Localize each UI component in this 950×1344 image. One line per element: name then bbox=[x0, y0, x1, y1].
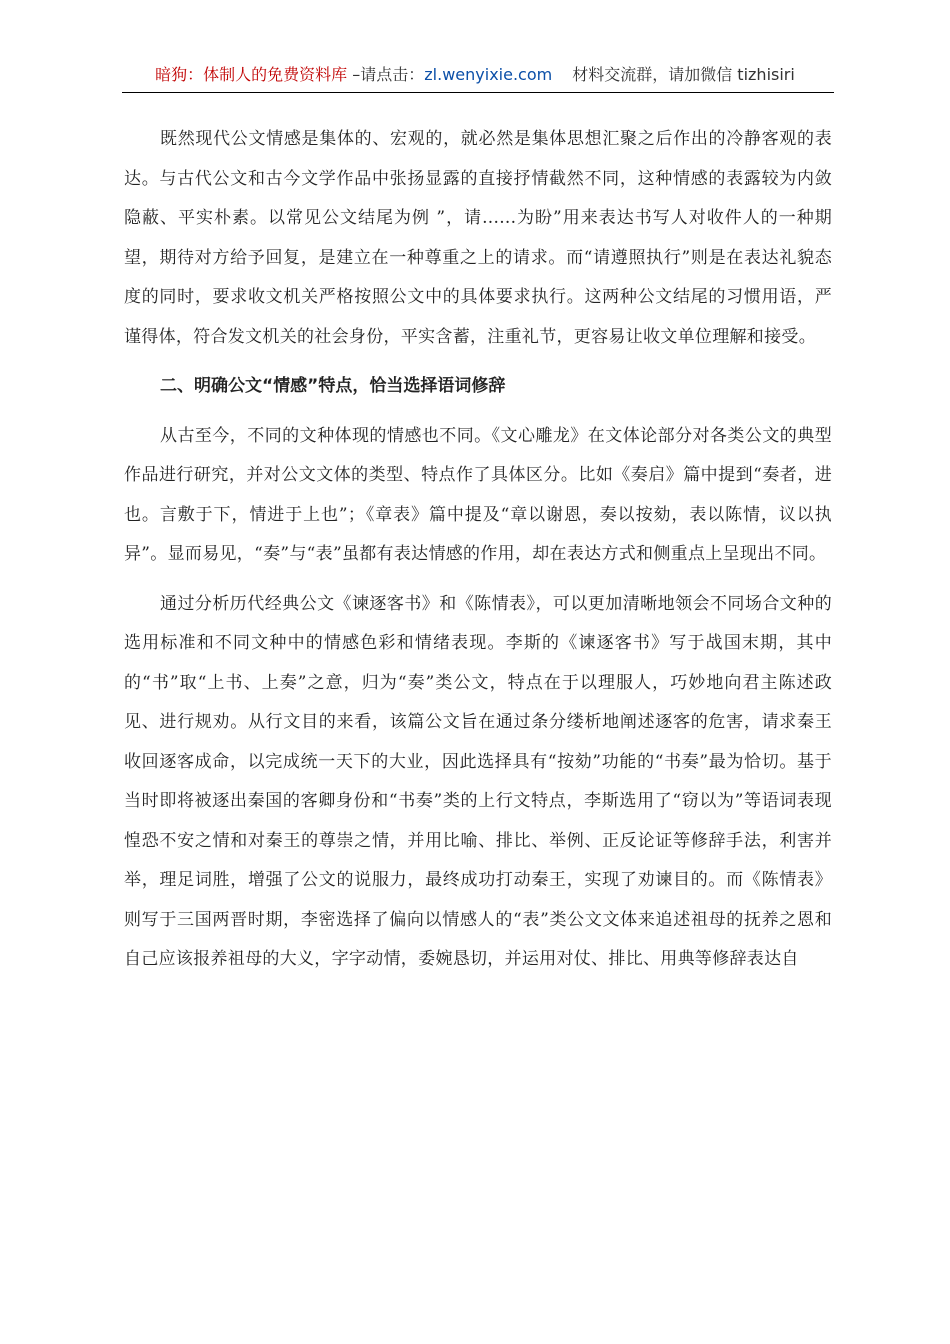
header-divider bbox=[122, 92, 834, 93]
section-heading: 二、明确公文“情感”特点，恰当选择语词修辞 bbox=[160, 376, 506, 396]
header-prompt: –请点击： bbox=[347, 65, 425, 84]
paragraph-3: 通过分析历代经典公文《谏逐客书》和《陈情表》，可以更加清晰地领会不同场合文种的选用标准和不同文种中的情感色彩和情绪表现。李斯的《谏逐客书》写于战国末期，其中的“书”取“上书、上奏”之意，归为“奏”类公文，特点在于以理服人，巧妙地向君主陈述政见、进行规劝。从行文目的来看，该篇公文旨在通过条分缕析地阐述逐客的危害，请求秦王收回逐客成命，以完成统一天下的大业，因此选择具有“按劾”功能的“书奏”最为恰切。基于当时即将被逐出秦国的客卿身份和“书奏”类的上行文特点，李斯选用了“窃以为”等语词表现惶恐不安之情和对秦王的尊崇之情，并用比喻、排比、举例、正反论证等修辞手法，利害并举，理足词胜，增强了公文的说服力，最终成功打动秦王，实现了劝谏目的。而《陈情表》则写于三国两晋时期，李密选择了偏向以情感人的“表”类公文文体来追述祖母的抚养之恩和自己应该报养祖母的大义，字字动情，委婉恳切，并运用对仗、排比、用典等修辞表达自 bbox=[124, 593, 832, 969]
header-brand: 暗狗：体制人的免费资料库 bbox=[155, 65, 348, 84]
page-header bbox=[0, 64, 950, 86]
paragraph-2: 从古至今，不同的文种体现的情感也不同。《文心雕龙》在文体论部分对各类公文的典型作品进行研究，并对公文文体的类型、特点作了具体区分。比如《奏启》篇中提到“奏者，进也。言敷于下，情进于上也”；《章表》篇中提及“章以谢恩，奏以按劾，表以陈情，议以执异”。显而易见，“奏”与“表”虽都有表达情感的作用，却在表达方式和侧重点上呈现出不同。 bbox=[124, 425, 832, 564]
header-contact: 材料交流群，请加微信 tizhisiri bbox=[572, 65, 795, 84]
header-link[interactable]: zl.wenyixie.com bbox=[424, 65, 553, 84]
paragraph-1: 既然现代公文情感是集体的、宏观的，就必然是集体思想汇聚之后作出的冷静客观的表达。与古代公文和古今文学作品中张扬显露的直接抒情截然不同，这种情感的表露较为内敛隐蔽、平实朴素。以常见公文结尾为例 ”，请......为盼”用来表达书写人对收件人的一种期望，期待对方给予回复，是建立在一种尊重之上的请求。而“请遵照执行”则是在表达礼貌态度的同时，要求收文机关严格按照公文中的具体要求执行。这两种公文结尾的习惯用语，严谨得体，符合发文机关的社会身份，平实含蓄，注重礼节，更容易让收文单位理解和接受。 bbox=[124, 129, 832, 347]
document-body bbox=[124, 120, 832, 980]
